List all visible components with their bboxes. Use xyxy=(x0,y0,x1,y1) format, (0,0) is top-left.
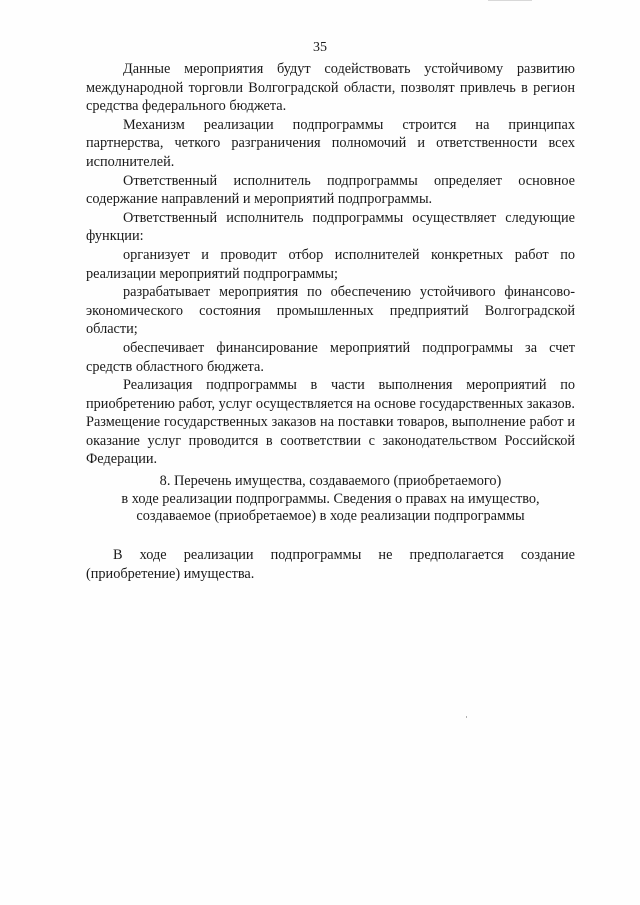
paragraph-procurement: Реализация подпрограммы в части выполнения мероприятий по приобретению работ, услуг осуществляется на основе государственных заказов. Размещение государственных заказов на поставки товаров, выполнение работ и оказание услуг проводится в соответствии с законодательством Российской Федерации. xyxy=(86,377,575,468)
paragraph-function-financing: обеспечивает финансирование мероприятий подпрограммы за счет средств областного бюджета. xyxy=(86,339,575,375)
paragraph-benefits: Данные мероприятия будут содействовать устойчивому развитию международной торговли Волгоградской области, позволят привлечь в регион средства федерального бюджета. xyxy=(86,61,575,115)
paragraph-function-selection: организует и проводит отбор исполнителей конкретных работ по реализации мероприятий подпрограммы; xyxy=(86,246,575,282)
paragraph-content: Ответственный исполнитель подпрограммы определяет основное содержание направлений и мероприятий подпрограммы. xyxy=(86,172,575,208)
section-heading-line: 8. Перечень имущества, создаваемого (приобретаемого) xyxy=(159,473,502,489)
section-heading-line: создаваемое (приобретаемое) в ходе реализации подпрограммы xyxy=(136,508,525,524)
body-text xyxy=(86,60,575,469)
page-number: 35 xyxy=(313,40,327,55)
section-paragraph: В ходе реализации подпрограммы не предполагается создание (приобретение) имущества. xyxy=(86,547,575,582)
paragraph-mechanism: Механизм реализации подпрограммы строится на принципах партнерства, четкого разграничения полномочий и ответственности всех исполнителей. xyxy=(86,116,575,170)
paragraph-functions-intro: Ответственный исполнитель подпрограммы осуществляет следующие функции: xyxy=(86,209,575,245)
section-heading-line: в ходе реализации подпрограммы. Сведения о правах на имущество, xyxy=(121,490,540,507)
section-heading xyxy=(86,473,575,526)
scan-speck xyxy=(466,716,467,718)
scan-edge-mark xyxy=(488,0,532,1)
paragraph-function-development: разрабатывает мероприятия по обеспечению устойчивого финансово-экономического состояния промышленных предприятий Волгоградской области; xyxy=(86,284,575,338)
section-body xyxy=(86,546,575,583)
